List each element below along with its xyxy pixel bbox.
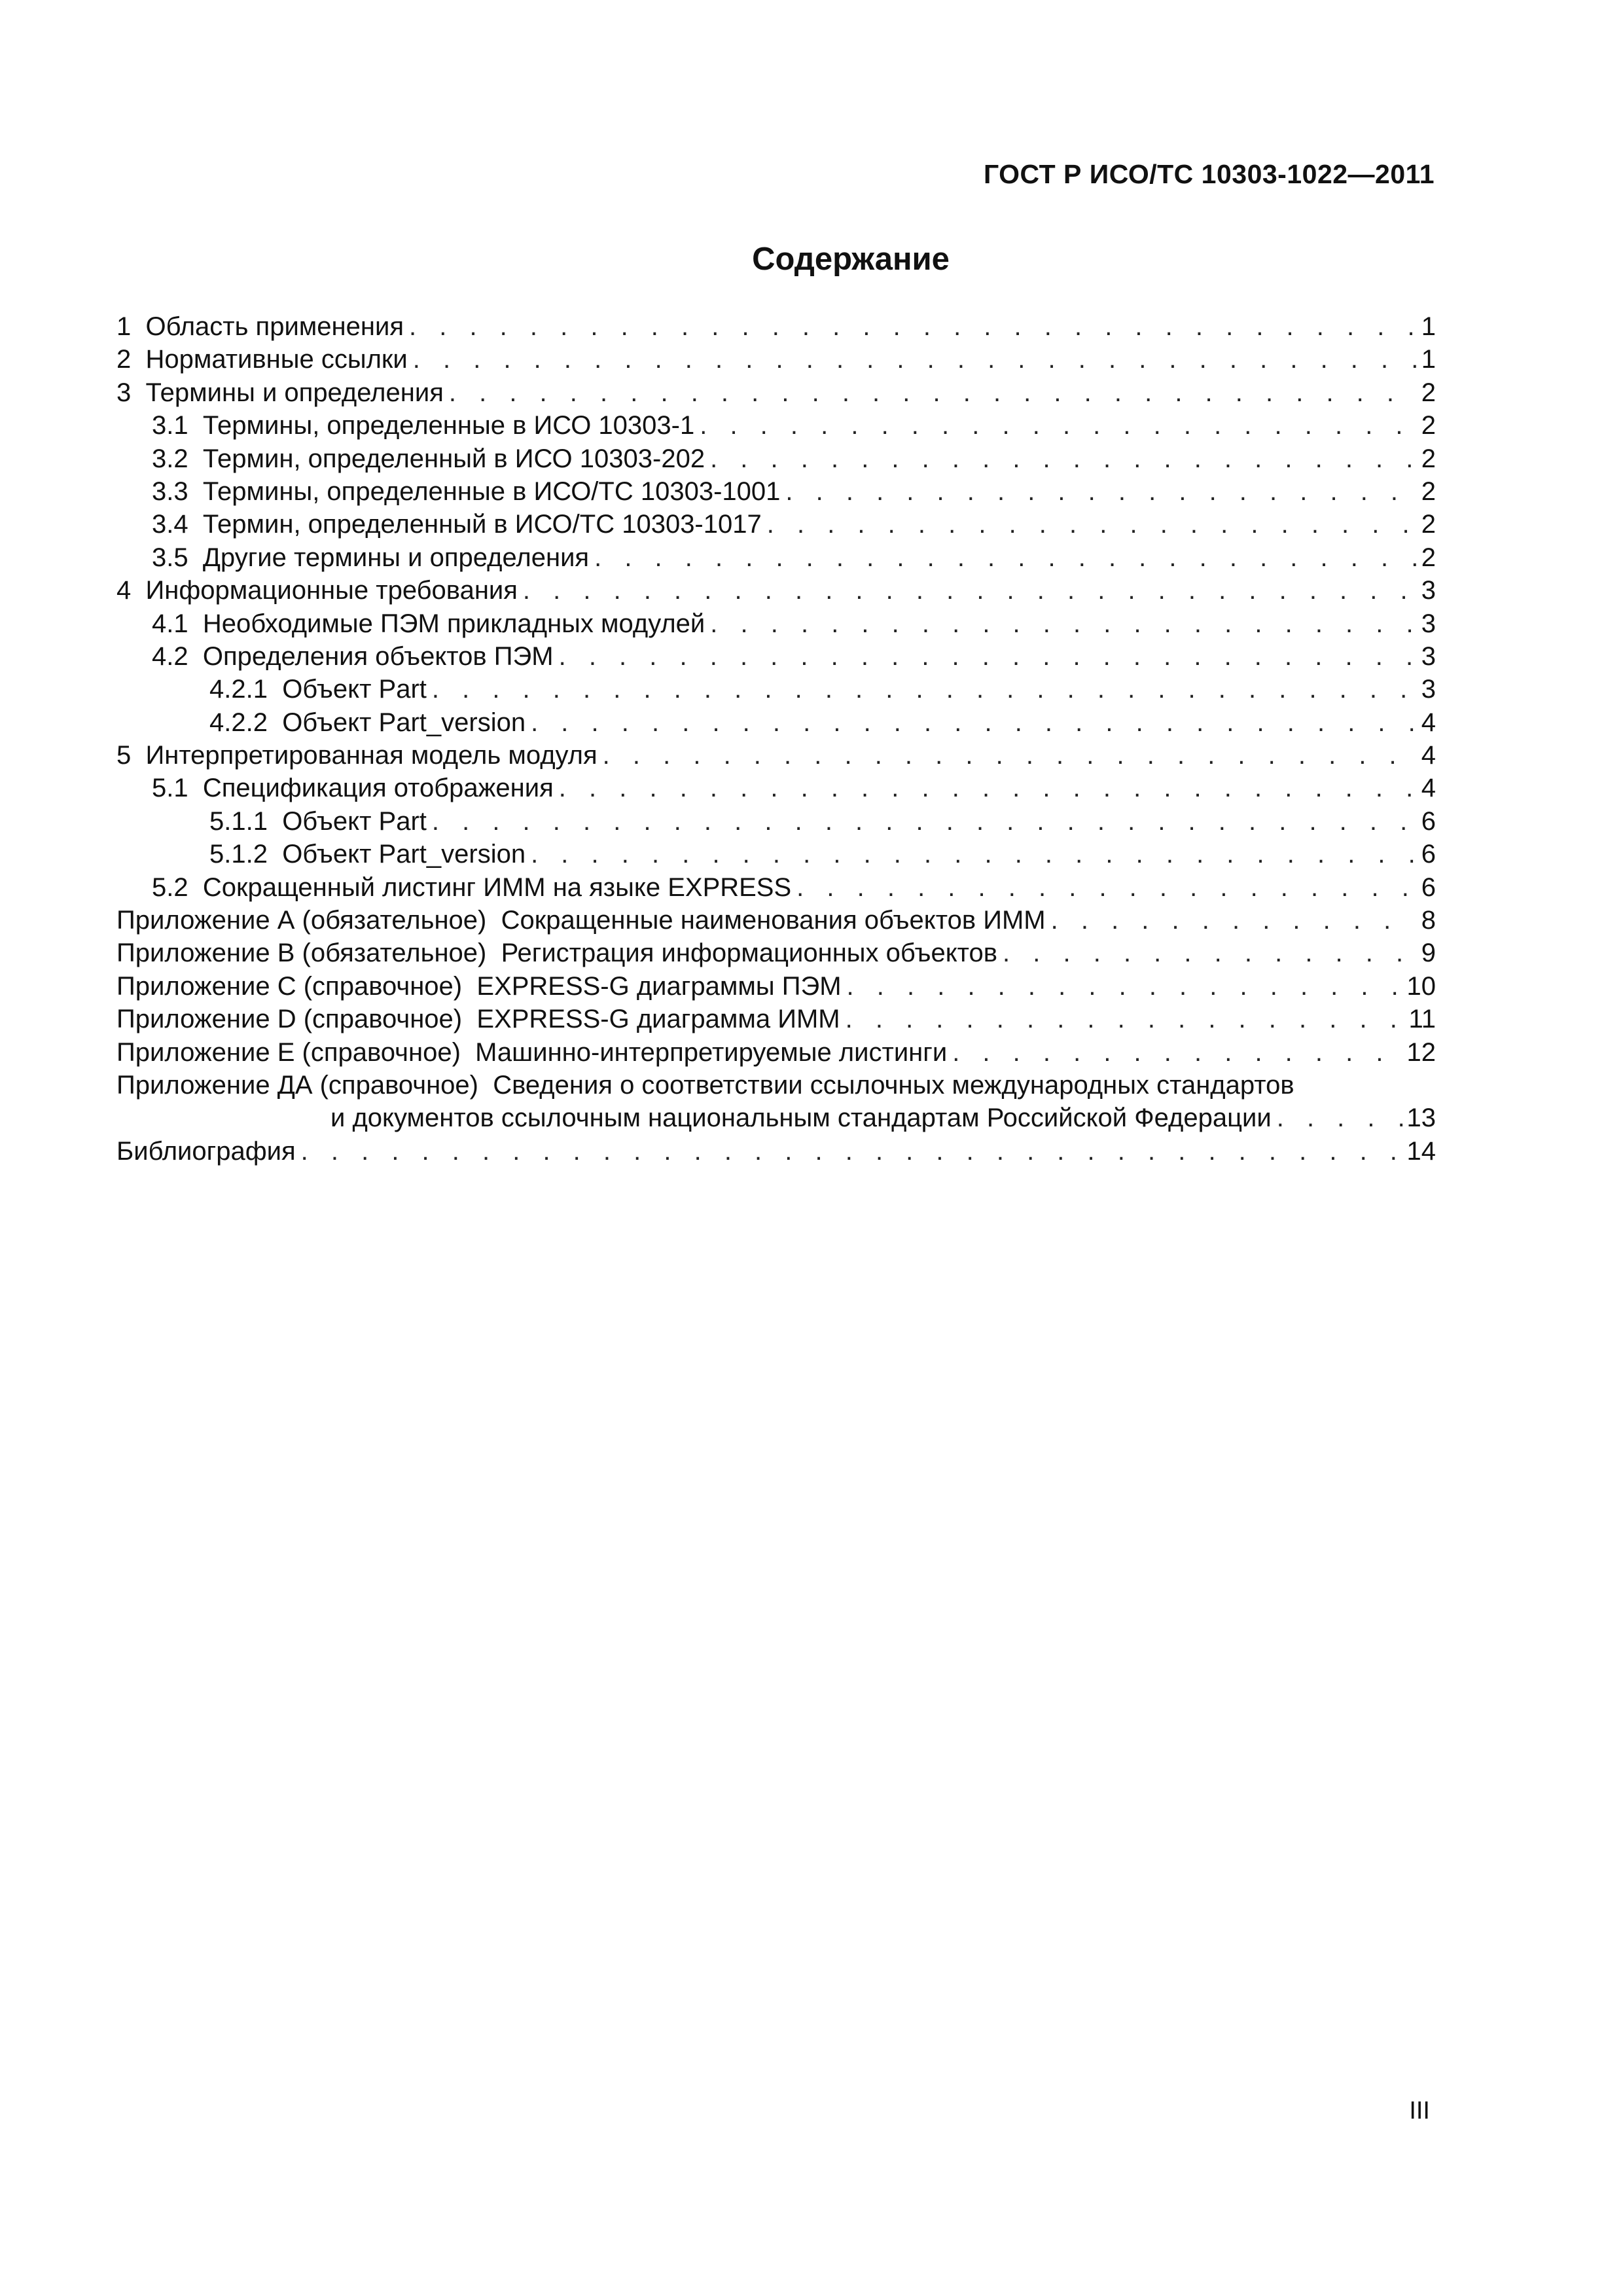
toc-entry-page: 14: [1406, 1136, 1436, 1166]
dot-leader: [409, 310, 1416, 343]
toc-entry-page: 10: [1406, 971, 1436, 1001]
document-code: ГОСТ Р ИСО/ТС 10303-1022—2011: [983, 159, 1435, 189]
dot-leader: [785, 475, 1416, 508]
toc-entry[interactable]: [116, 475, 1436, 508]
toc-entry[interactable]: [116, 904, 1436, 937]
toc-entry-page: 12: [1406, 1037, 1436, 1067]
toc-entry-text: 3 Термины и определения: [116, 378, 444, 407]
toc-entry[interactable]: [116, 937, 1436, 969]
toc-entry[interactable]: [116, 376, 1436, 409]
toc-entry[interactable]: [116, 805, 1436, 838]
toc-entry[interactable]: [116, 541, 1436, 574]
dot-leader: [301, 1135, 1403, 1168]
dot-leader: [559, 640, 1416, 673]
toc-entry-page: 6: [1421, 872, 1436, 902]
page-number: III: [1409, 2097, 1430, 2125]
toc-entry-text: 3.4 Термин, определенный в ИСО/ТС 10303-1017: [152, 510, 762, 539]
toc-entry[interactable]: [116, 310, 1436, 343]
toc-entry-text: Библиография: [116, 1136, 296, 1166]
dot-leader: [710, 607, 1416, 640]
toc-entry-text: 4.2.2 Объект Part_version: [209, 708, 526, 737]
toc-entry-text: 3.5 Другие термины и определения: [152, 543, 590, 572]
toc-entry-page: 4: [1421, 708, 1436, 737]
toc-entry-text: Приложение ДА (справочное) Сведения о соответствии ссылочных международных стандартов: [116, 1070, 1294, 1100]
toc-entry[interactable]: [116, 442, 1436, 475]
toc-entry-text: Приложение А (обязательное) Сокращенные наименования объектов ИММ: [116, 906, 1046, 935]
toc-entry[interactable]: [116, 739, 1436, 772]
dot-leader: [710, 442, 1416, 475]
toc-entry-page: 6: [1421, 806, 1436, 836]
toc-entry-page: 3: [1421, 675, 1436, 704]
toc-entry-page: 3: [1421, 609, 1436, 638]
toc-entry-text: 5 Интерпретированная модель модуля: [116, 741, 597, 770]
dot-leader: [846, 1003, 1405, 1035]
toc-entry-continuation: и документов ссылочным национальным стандартам Российской Федерации: [330, 1103, 1272, 1133]
toc-entry-text: 4.2 Определения объектов ПЭМ: [152, 641, 554, 671]
toc-entry-page: 2: [1421, 510, 1436, 539]
toc-entry[interactable]: [116, 772, 1436, 804]
toc-entry[interactable]: [116, 673, 1436, 706]
dot-leader: [559, 772, 1416, 804]
toc-entry[interactable]: [116, 706, 1436, 739]
dot-leader: [432, 673, 1416, 706]
toc-entry-text: 4 Информационные требования: [116, 576, 518, 605]
toc-entry[interactable]: [116, 1003, 1436, 1035]
toc-entry-page: 3: [1421, 641, 1436, 671]
dot-leader: [449, 376, 1416, 409]
toc-entry[interactable]: [116, 508, 1436, 541]
toc-entry[interactable]: [116, 970, 1436, 1003]
toc-entry[interactable]: [116, 574, 1436, 607]
dot-leader: [603, 739, 1416, 772]
toc-entry-page: 8: [1421, 906, 1436, 935]
toc-entry-text: 3.3 Термины, определенные в ИСО/ТС 10303-1001: [152, 476, 781, 506]
toc-entry[interactable]: [116, 1069, 1436, 1135]
toc-entry-text: 5.1.1 Объект Part: [209, 806, 427, 836]
dot-leader: [413, 343, 1416, 376]
toc-entry-text: Приложение С (справочное) EXPRESS-G диаграммы ПЭМ: [116, 971, 842, 1001]
toc-entry[interactable]: [116, 343, 1436, 376]
toc-entry-page: 2: [1421, 444, 1436, 473]
toc-entry-page: 2: [1421, 476, 1436, 506]
dot-leader: [594, 541, 1416, 574]
toc-entry-text: 5.1.2 Объект Part_version: [209, 840, 526, 869]
toc-entry[interactable]: [116, 607, 1436, 640]
toc-entry[interactable]: [116, 640, 1436, 673]
toc-entry-text: Приложение Е (справочное) Машинно-интерпретируемые листинги: [116, 1037, 948, 1067]
toc-entry-text: 3.2 Термин, определенный в ИСО 10303-202: [152, 444, 705, 473]
toc-entry-page: 4: [1421, 774, 1436, 803]
dot-leader: [700, 409, 1416, 442]
dot-leader: [952, 1036, 1402, 1069]
dot-leader: [847, 970, 1403, 1003]
toc-entry-page: 1: [1421, 345, 1436, 374]
toc-title: Содержание: [752, 242, 950, 277]
toc-entry-text: 4.1 Необходимые ПЭМ прикладных модулей: [152, 609, 705, 638]
dot-leader: [531, 706, 1416, 739]
toc-entry[interactable]: [116, 871, 1436, 904]
dot-leader: [1277, 1102, 1403, 1134]
toc-entry-page: 3: [1421, 576, 1436, 605]
dot-leader: [523, 574, 1416, 607]
toc-entry-page: 6: [1421, 840, 1436, 869]
toc-entry[interactable]: [116, 1135, 1436, 1168]
dot-leader: [796, 871, 1416, 904]
dot-leader: [432, 805, 1416, 838]
toc-entry-page: 4: [1421, 741, 1436, 770]
toc-entry[interactable]: [116, 838, 1436, 870]
toc-entry-page: 2: [1421, 543, 1436, 572]
toc-entry-text: Приложение D (справочное) EXPRESS-G диаграмма ИММ: [116, 1005, 840, 1034]
toc-entry-page: 2: [1421, 378, 1436, 407]
toc-entry-page: 9: [1421, 939, 1436, 968]
toc-entry-page: 2: [1421, 411, 1436, 440]
toc-entry-text: 4.2.1 Объект Part: [209, 675, 427, 704]
dot-leader: [1003, 937, 1416, 969]
toc-entry-text: 1 Область применения: [116, 312, 404, 341]
table-of-contents: [116, 310, 1436, 1168]
toc-entry-text: 5.1 Спецификация отображения: [152, 774, 554, 803]
toc-entry-page: 1: [1421, 312, 1436, 341]
toc-entry[interactable]: [116, 409, 1436, 442]
dot-leader: [531, 838, 1416, 870]
toc-entry-text: 5.2 Сокращенный листинг ИММ на языке EXPRESS: [152, 872, 792, 902]
toc-entry-text: Приложение В (обязательное) Регистрация информационных объектов: [116, 939, 998, 968]
toc-entry-text: 3.1 Термины, определенные в ИСО 10303-1: [152, 411, 695, 440]
toc-entry-page: 13: [1406, 1103, 1436, 1133]
toc-entry[interactable]: [116, 1036, 1436, 1069]
toc-entry-text: 2 Нормативные ссылки: [116, 345, 408, 374]
toc-entry-page: 11: [1408, 1005, 1436, 1034]
dot-leader: [767, 508, 1416, 541]
dot-leader: [1051, 904, 1416, 937]
